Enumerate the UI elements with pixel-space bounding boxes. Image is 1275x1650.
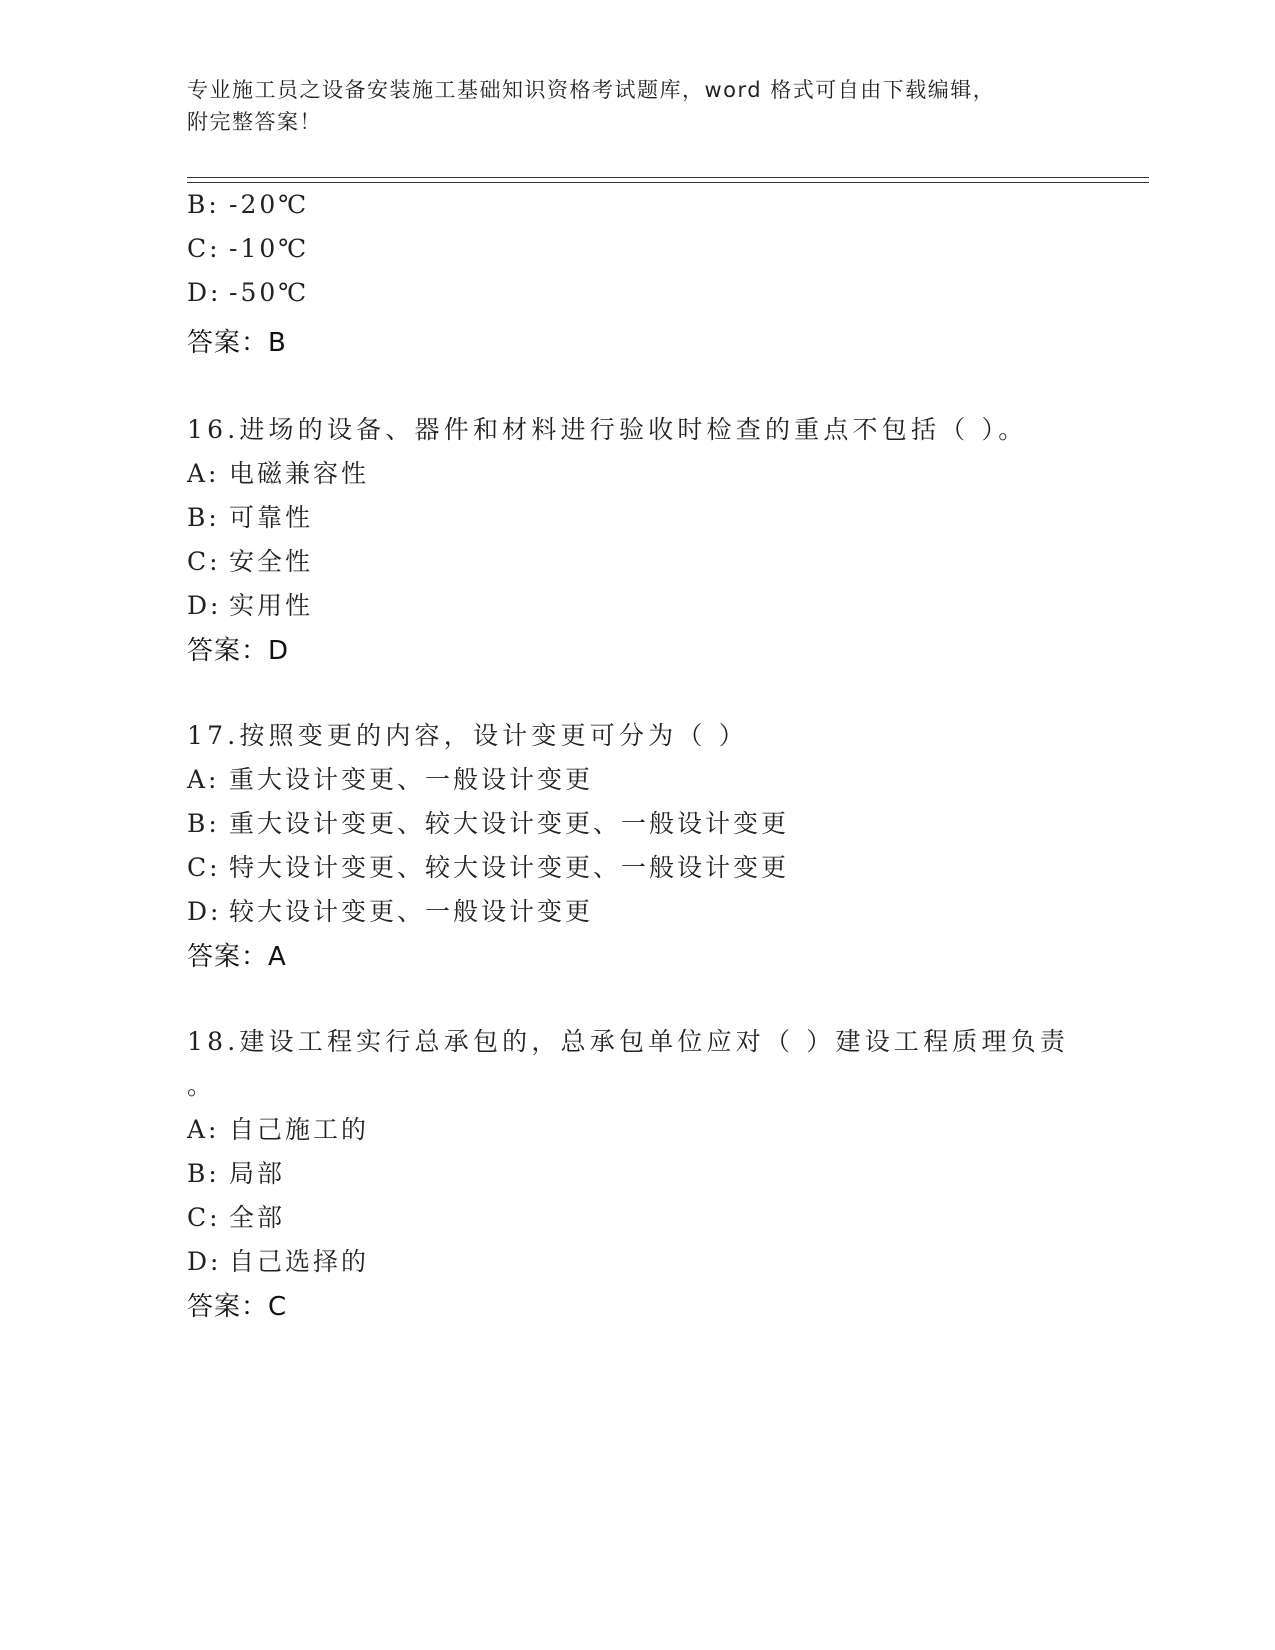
- option-key: D:: [187, 1247, 222, 1276]
- option-key: A:: [187, 459, 220, 488]
- q17-option-b: [187, 804, 789, 840]
- q15-answer: 答案：B: [187, 328, 287, 358]
- option-key: D:: [187, 591, 222, 620]
- option-text: 实用性: [229, 591, 314, 620]
- q15-option-b: [187, 190, 309, 219]
- option-text: 自己选择的: [229, 1247, 370, 1276]
- option-text: 重大设计变更、较大设计变更、一般设计变更: [229, 809, 790, 838]
- option-text: 自己施工的: [229, 1115, 370, 1144]
- q16-option-c: [187, 542, 313, 578]
- q18-question-line-1: 18.建设工程实行总承包的，总承包单位应对（ ）建设工程质理负责: [187, 1027, 1070, 1056]
- q16-answer: 答案：D: [187, 636, 290, 666]
- option-key: B:: [187, 809, 220, 838]
- option-text: 特大设计变更、较大设计变更、一般设计变更: [229, 853, 790, 882]
- option-text: 较大设计变更、一般设计变更: [229, 897, 594, 926]
- q17-question: 17.按照变更的内容，设计变更可分为（ ）: [187, 721, 748, 750]
- header-line-1: 专业施工员之设备安装施工基础知识资格考试题库，word 格式可自由下载编辑，: [187, 78, 996, 102]
- q17-option-d: [187, 892, 593, 928]
- document-header: [187, 74, 1067, 138]
- q18-question-line-2: 。: [187, 1071, 216, 1100]
- q18-option-d: [187, 1242, 369, 1278]
- header-divider-bottom: [187, 182, 1149, 183]
- q18-answer: 答案：C: [187, 1292, 288, 1322]
- option-text: -50℃: [229, 278, 310, 307]
- option-key: D:: [187, 278, 222, 307]
- q17-option-c: [187, 848, 789, 884]
- q16-option-d: [187, 586, 313, 622]
- q17-option-a: [187, 760, 593, 796]
- q16-question: 16.进场的设备、器件和材料进行验收时检查的重点不包括（ ）。: [187, 415, 1028, 444]
- option-text: 重大设计变更、一般设计变更: [229, 765, 594, 794]
- q16-option-a: [187, 454, 369, 490]
- option-text: 局部: [229, 1159, 286, 1188]
- header-divider-top: [187, 177, 1149, 178]
- option-key: B:: [187, 503, 220, 532]
- option-text: -20℃: [229, 190, 310, 219]
- option-key: A:: [187, 765, 220, 794]
- option-key: B:: [187, 1159, 220, 1188]
- q15-option-d: [187, 278, 309, 307]
- option-text: 电磁兼容性: [229, 459, 370, 488]
- q17-answer: 答案：A: [187, 942, 287, 972]
- option-key: C:: [187, 1203, 221, 1232]
- option-key: D:: [187, 897, 222, 926]
- q16-option-b: [187, 498, 313, 534]
- option-key: C:: [187, 853, 221, 882]
- option-key: B:: [187, 190, 220, 219]
- q18-option-b: [187, 1154, 285, 1190]
- option-key: A:: [187, 1115, 220, 1144]
- option-text: 全部: [229, 1203, 286, 1232]
- q15-option-c: [187, 234, 309, 263]
- q18-option-c: [187, 1198, 285, 1234]
- option-text: -10℃: [229, 234, 310, 263]
- option-key: C:: [187, 234, 221, 263]
- option-text: 安全性: [229, 547, 314, 576]
- header-line-2: 附完整答案！: [187, 110, 322, 134]
- q18-option-a: [187, 1110, 369, 1146]
- option-text: 可靠性: [229, 503, 314, 532]
- option-key: C:: [187, 547, 221, 576]
